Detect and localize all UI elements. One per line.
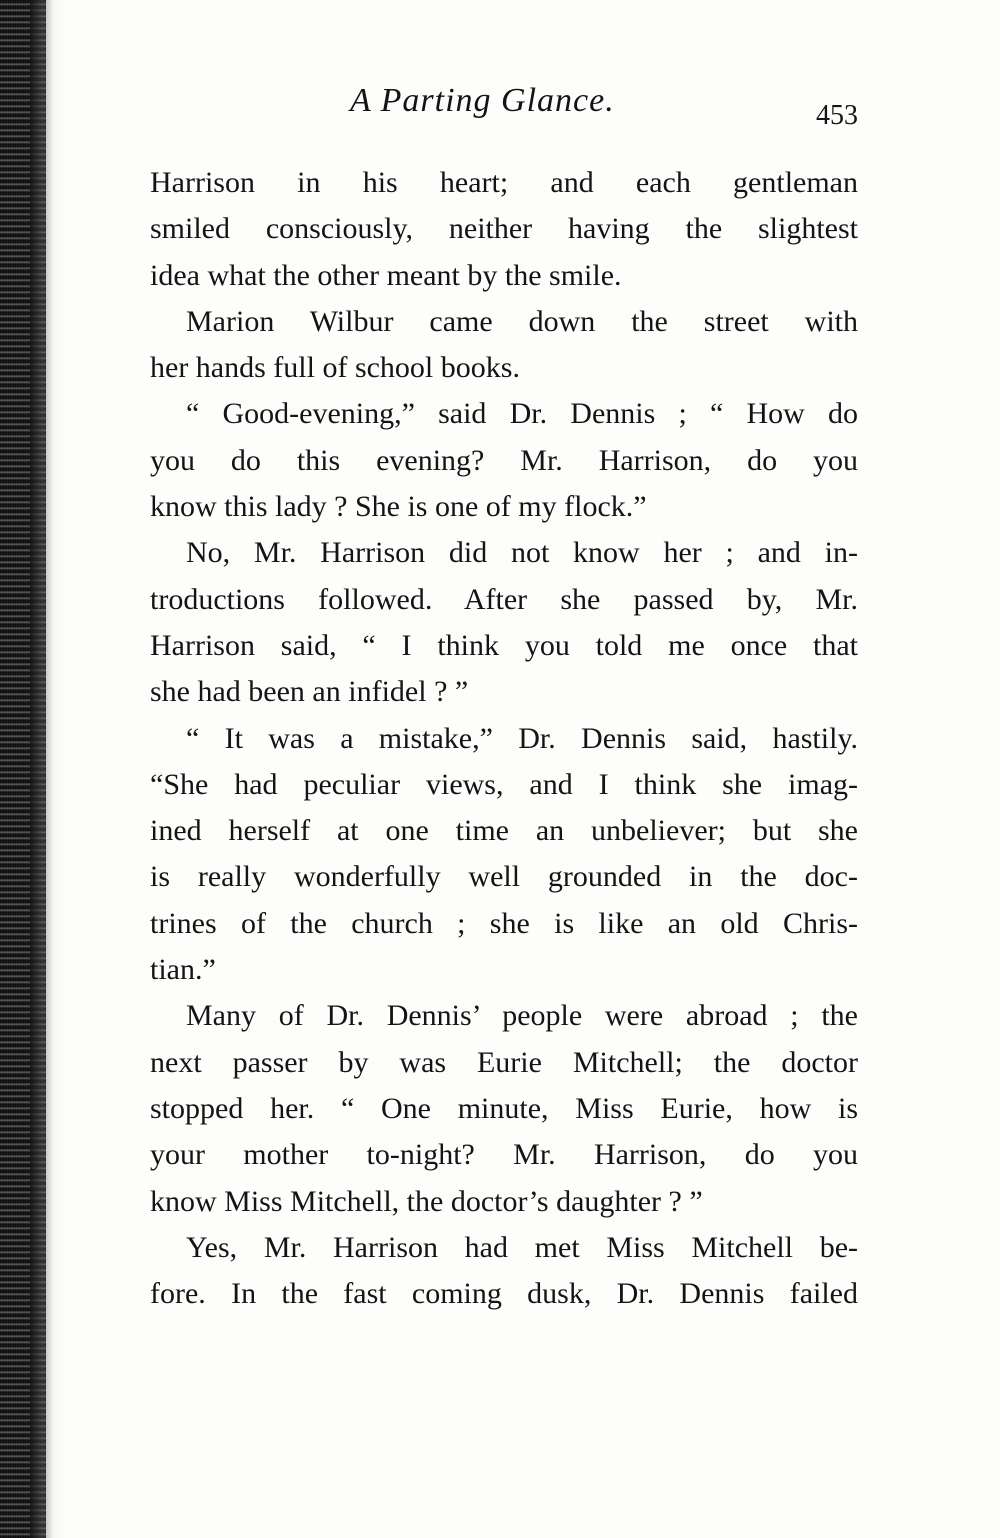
text-line: is really wonderfully well grounded in the doc- (150, 860, 858, 894)
text-line: Marion Wilbur came down the street with (186, 304, 858, 338)
text-line: “ It was a mistake,” Dr. Dennis said, hastily. (186, 721, 858, 755)
page-header (150, 82, 858, 132)
text-line: Yes, Mr. Harrison had met Miss Mitchell be- (186, 1230, 858, 1264)
text-line: idea what the other meant by the smile. (150, 258, 622, 292)
page-number: 453 (816, 100, 858, 131)
text-line: next passer by was Eurie Mitchell; the doctor (150, 1045, 858, 1079)
text-line: know this lady ? She is one of my flock.” (150, 490, 647, 524)
text-line: she had been an infidel ? ” (150, 675, 469, 709)
text-line: tian.” (150, 953, 216, 987)
binding-shadow (30, 0, 64, 1538)
text-line: her hands full of school books. (150, 351, 520, 385)
text-line: smiled consciously, neither having the slightest (150, 212, 858, 246)
text-line: “She had peculiar views, and I think she imag- (150, 767, 858, 801)
text-line: ined herself at one time an unbeliever; but she (150, 814, 858, 848)
text-line: your mother to-night? Mr. Harrison, do you (150, 1138, 858, 1172)
text-line: Harrison in his heart; and each gentleman (150, 166, 858, 199)
text-line: troductions followed. After she passed by, Mr. (150, 582, 858, 616)
text-line: trines of the church ; she is like an old Chris- (150, 906, 858, 940)
text-line: “ Good-evening,” said Dr. Dennis ; “ How do (186, 397, 858, 431)
text-line: know Miss Mitchell, the doctor’s daughter ? ” (150, 1184, 703, 1218)
text-line: stopped her. “ One minute, Miss Eurie, how is (150, 1091, 858, 1125)
text-line: No, Mr. Harrison did not know her ; and in- (186, 536, 858, 570)
text-line: Many of Dr. Dennis’ people were abroad ; the (186, 999, 858, 1033)
running-title: A Parting Glance. (350, 82, 615, 119)
text-line: Harrison said, “ I think you told me once that (150, 628, 858, 662)
text-line: you do this evening? Mr. Harrison, do you (150, 443, 858, 477)
body-text (150, 160, 858, 1317)
text-line: fore. In the fast coming dusk, Dr. Dennis failed (150, 1277, 858, 1311)
